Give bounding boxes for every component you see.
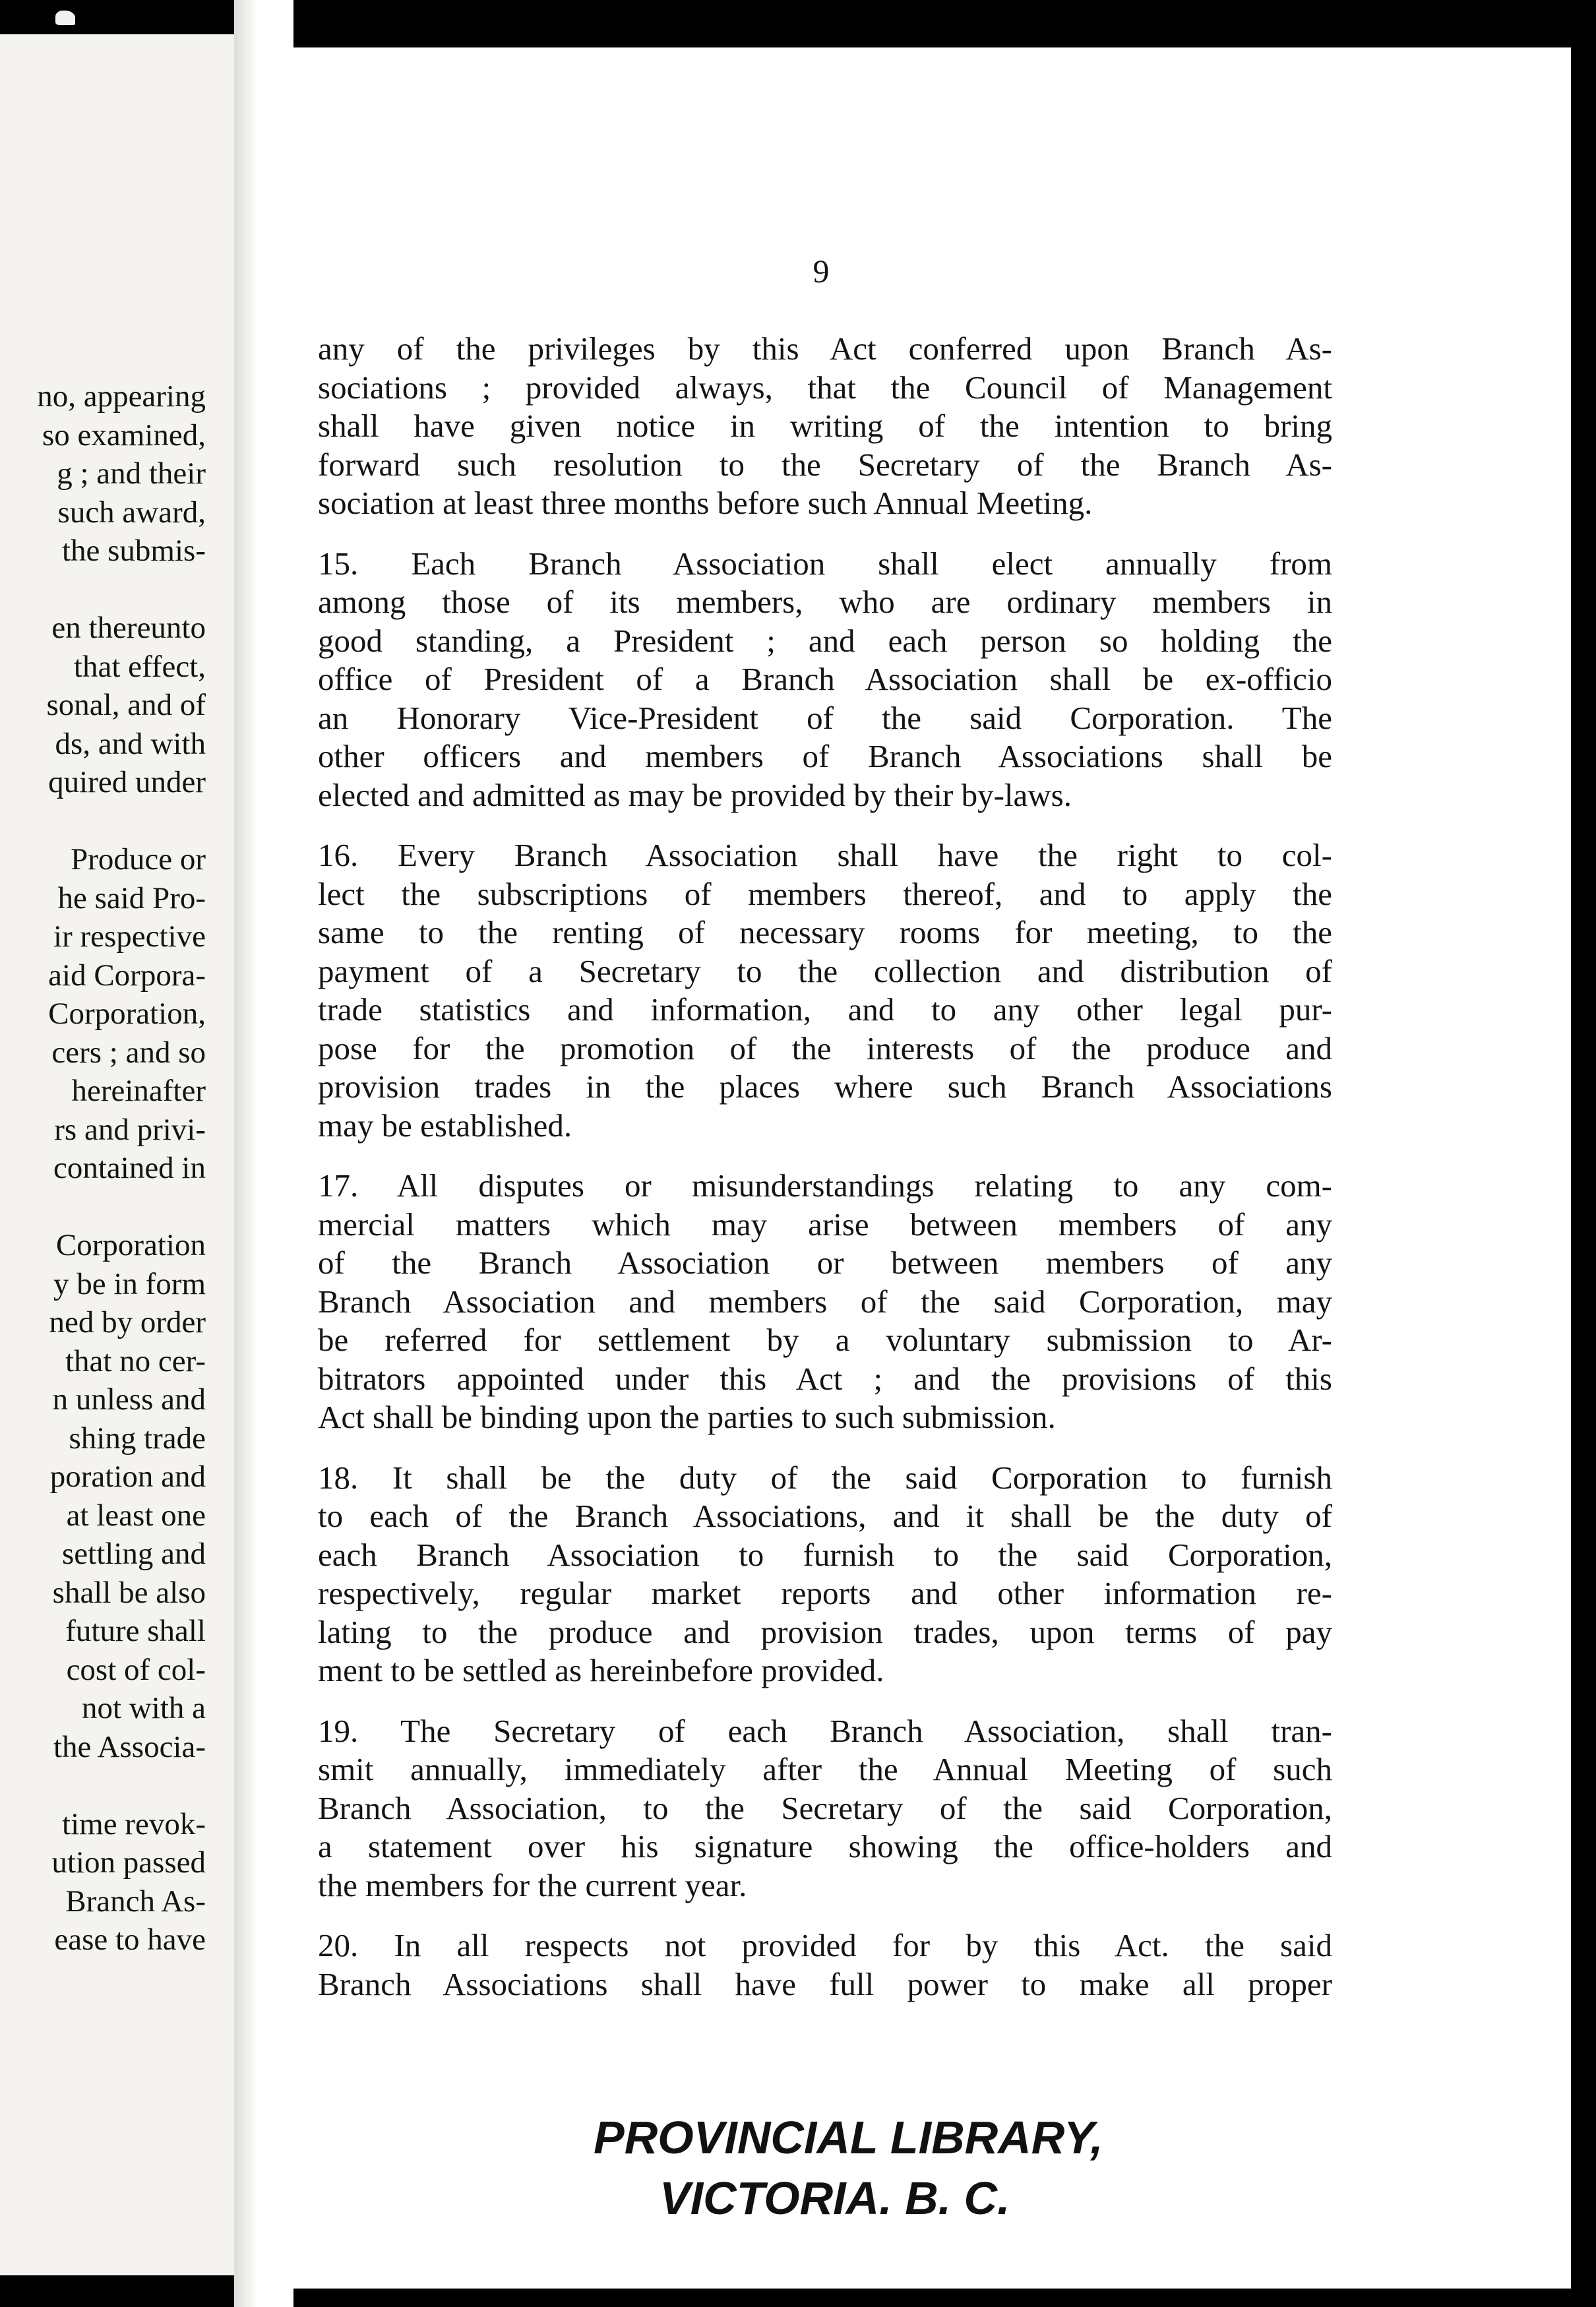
text-line: among those of its members, who are ordinary members in [318,584,1332,620]
left-page-line: ir respective [53,919,206,954]
text-line: same to the renting of necessary rooms for meeting, to the [318,914,1332,950]
left-page-line: shing trade [69,1421,206,1456]
text-line: Act shall be binding upon the parties to such submission. [318,1399,1056,1435]
left-page-line: not with a [82,1691,206,1725]
text-line: smit annually, immediately after the Annual Meeting of such [318,1751,1332,1787]
left-page-line: the submis- [61,534,206,568]
text-line: to each of the Branch Associations, and it shall be the duty of [318,1498,1332,1534]
text-line: 20. In all respects not provided for by this Act. the said [318,1927,1332,1963]
left-page-line: time revok- [62,1806,206,1841]
text-line: other officers and members of Branch Associations shall be [318,738,1332,774]
paragraph [318,1926,1332,2004]
left-page-text [0,377,206,1959]
text-line: mercial matters which may arise between members of any [318,1206,1332,1243]
left-page-line: no, appearing [37,379,206,414]
left-page-line: poration and [49,1460,206,1494]
corner-mark [55,11,75,25]
left-page-line: Produce or [71,842,206,877]
left-page-line: future shall [65,1614,206,1648]
text-line: each Branch Association to furnish to the said Corporation, [318,1536,1332,1573]
left-page-line: Branch As- [65,1884,206,1919]
text-line: lect the subscriptions of members thereof, and to apply the [318,875,1332,912]
body-text [318,330,1332,2004]
left-page-line: such award, [57,495,206,530]
text-line: bitrators appointed under this Act ; and the provisions of this [318,1360,1332,1397]
text-line: may be established. [318,1107,572,1144]
stamp-line-1: PROVINCIAL LIBRARY, [594,2112,1103,2163]
left-page-line: rs and privi- [54,1112,206,1147]
stamp-line-2: VICTORIA. B. C. [660,2172,1010,2224]
text-line: elected and admitted as may be provided by their by-laws. [318,776,1072,813]
text-line: Branch Association, to the Secretary of the said Corporation, [318,1789,1332,1826]
left-page-line: ds, and with [55,726,206,761]
left-page-line: quired under [48,765,206,799]
paragraph [318,1459,1332,1690]
text-line: 16. Every Branch Association shall have the right to col- [318,837,1332,873]
left-page-line: ned by order [49,1305,206,1339]
text-line: good standing, a President ; and each person so holding the [318,622,1332,659]
text-line: of the Branch Association or between members of any [318,1245,1332,1281]
left-page-gap [0,802,206,841]
left-page-line: that no cer- [65,1343,206,1378]
left-page-gap [0,570,206,609]
left-page-line: g ; and their [57,456,206,491]
left-page-line: Corporation [55,1228,206,1262]
left-page-line: sonal, and of [46,688,206,722]
left-page-line: that effect, [73,649,206,684]
left-page-gap [0,1766,206,1805]
left-page-line: n unless and [52,1382,206,1417]
text-line: shall have given notice in writing of the intention to bring [318,408,1332,444]
left-page-line: shall be also [52,1575,206,1610]
left-page-line: y be in form [53,1266,206,1301]
left-page-line: cers ; and so [51,1035,206,1070]
text-line: respectively, regular market reports and other information re- [318,1575,1332,1611]
left-page-line: ution passed [51,1845,206,1880]
text-line: Branch Association and members of the said Corporation, may [318,1283,1332,1320]
text-line: office of President of a Branch Association shall be ex-officio [318,661,1332,697]
left-page-line: he said Pro- [57,880,206,915]
text-line: the members for the current year. [318,1866,747,1903]
paragraph [318,1712,1332,1905]
text-line: payment of a Secretary to the collection and distribution of [318,952,1332,989]
left-page-line: at least one [66,1498,206,1533]
text-line: 17. All disputes or misunderstandings relating to any com- [318,1167,1332,1204]
paragraph [318,545,1332,815]
paragraph [318,836,1332,1145]
left-page-line: so examined, [42,417,206,452]
text-line: pose for the promotion of the interests of the produce and [318,1030,1332,1066]
left-page-gap [0,1188,206,1227]
text-line: a statement over his signature showing the office-holders and [318,1828,1332,1864]
left-page [0,34,234,2275]
text-line: an Honorary Vice-President of the said Corporation. The [318,699,1332,736]
text-line: forward such resolution to the Secretary of the Branch As- [318,446,1332,483]
paragraph [318,1167,1332,1437]
text-line: be referred for settlement by a voluntary submission to Ar- [318,1322,1332,1358]
text-line: any of the privileges by this Act conferred upon Branch As- [318,330,1332,367]
text-line: 15. Each Branch Association shall elect annually from [318,545,1332,582]
text-line: ment to be settled as hereinbefore provided. [318,1652,884,1688]
left-page-line: cost of col- [66,1652,206,1687]
left-page-line: settling and [62,1537,206,1571]
text-line: trade statistics and information, and to any other legal pur- [318,991,1332,1028]
text-line: sociation at least three months before such Annual Meeting. [318,485,1093,521]
page-number: 9 [813,253,830,290]
text-line: provision trades in the places where such Branch Associations [318,1068,1332,1105]
left-page-line: hereinafter [71,1074,206,1108]
left-page-line: contained in [53,1151,206,1185]
paragraph [318,330,1332,523]
left-page-line: ease to have [54,1922,206,1957]
text-line: 19. The Secretary of each Branch Association, shall tran- [318,1712,1332,1749]
text-line: sociations ; provided always, that the Council of Management [318,369,1332,406]
left-page-line: Corporation, [48,997,206,1031]
left-page-line: the Associa- [53,1729,206,1764]
left-page-line: en thereunto [51,611,206,645]
text-line: 18. It shall be the duty of the said Corporation to furnish [318,1459,1332,1496]
text-line: lating to the produce and provision trades, upon terms of pay [318,1613,1332,1650]
library-stamp [574,2107,1167,2229]
text-line: Branch Associations shall have full power to make all proper [318,1965,1332,2002]
left-page-line: aid Corpora- [48,958,206,993]
